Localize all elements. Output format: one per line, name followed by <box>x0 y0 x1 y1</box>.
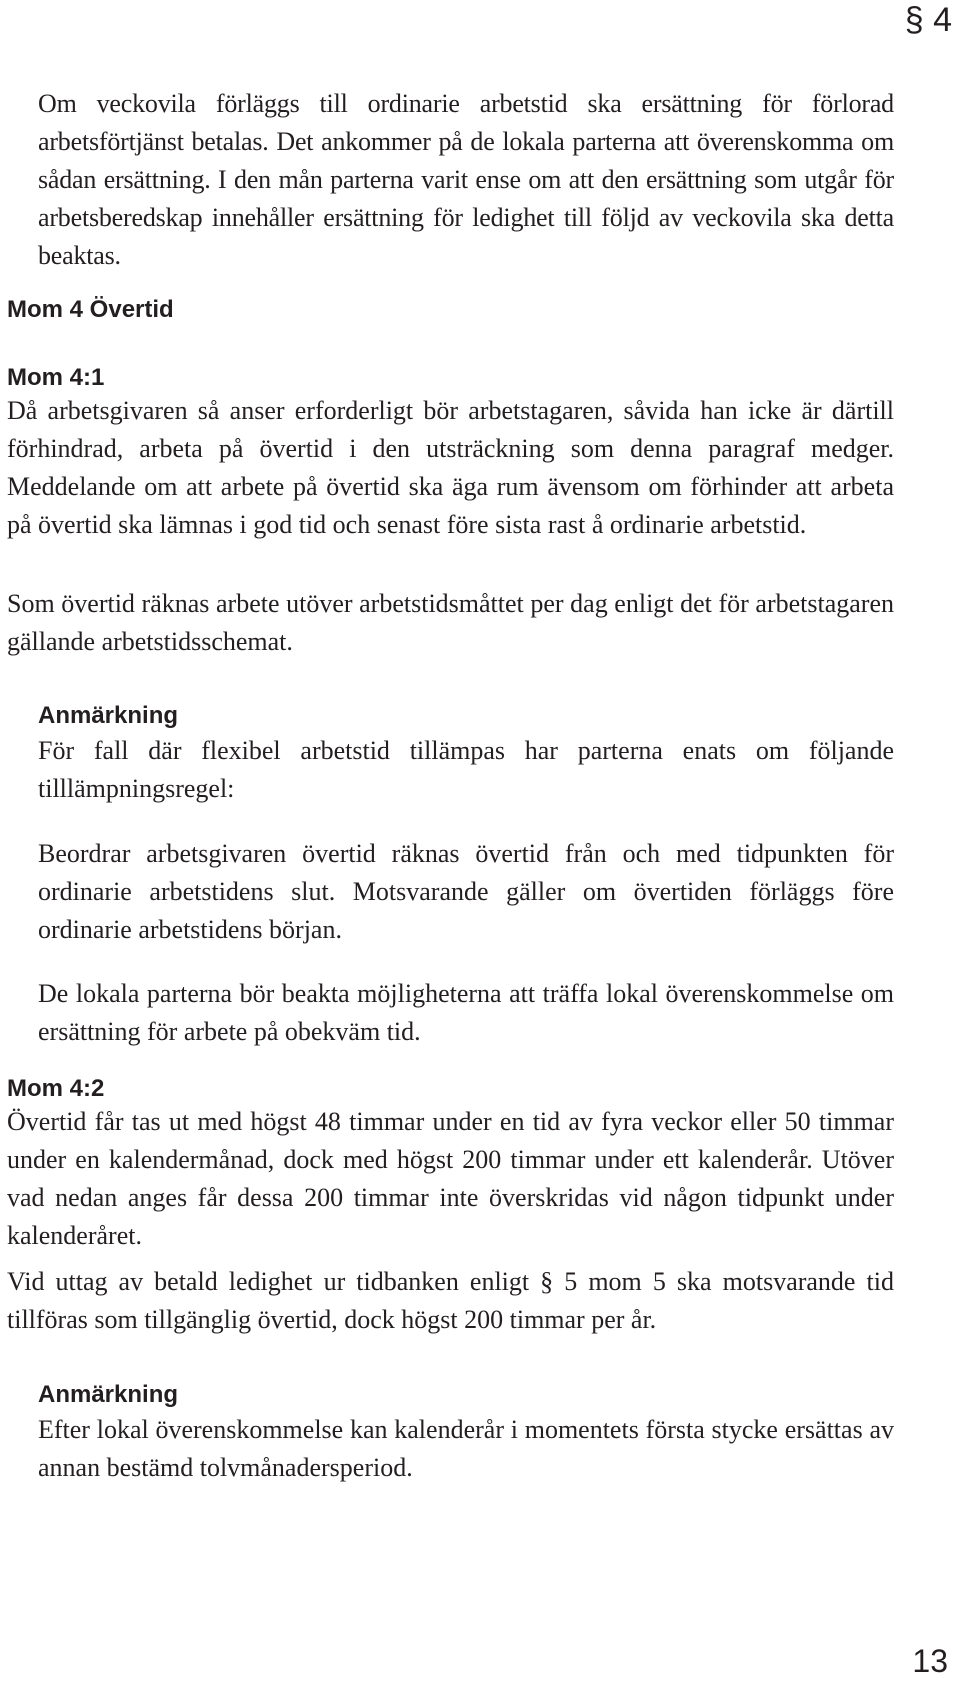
note-heading-mom41: Anmärkning <box>38 702 179 729</box>
mom42-paragraph-2: Vid uttag av betald ledighet ur tidbanken enligt § 5 mom 5 ska motsvarande tid tillföras som tillgänglig övertid, dock högst 200 timmar per år. <box>7 1267 894 1334</box>
section-number: § 4 <box>904 1 952 39</box>
mom41-paragraph-1: Då arbetsgivaren så anser erforderligt bör arbetstagaren, såvida han icke är därtill förhindrad, arbeta på övertid i den utsträckning som denna paragraf medger. Meddelande om att arbete på övertid ska äga rum ävensom om förhinder att arbeta på övertid ska lämnas i god tid och senast före sista rast å ordinarie arbetstid. <box>7 396 894 539</box>
intro-paragraph: Om veckovila förläggs till ordinarie arbetstid ska ersättning för förlorad arbetsförtjänst betalas. Det ankommer på de lokala parterna att överenskomma om sådan ersättning. I den mån parterna varit ense om att den ersättning som utgår för arbetsberedskap innehåller ersättning för ledighet till följd av veckovila ska detta beaktas. <box>38 89 894 270</box>
note-heading-mom42: Anmärkning <box>38 1381 179 1408</box>
note-mom41-paragraph-3: De lokala parterna bör beakta möjligheterna att träffa lokal överenskommelse om ersättning för arbete på obekväm tid. <box>38 979 894 1046</box>
note-mom41-paragraph-2: Beordrar arbetsgivaren övertid räknas övertid från och med tidpunkten för ordinarie arbetstidens slut. Motsvarande gäller om övertiden förläggs före ordinarie arbetstidens början. <box>38 839 894 944</box>
page-number: 13 <box>912 1643 948 1679</box>
mom41-paragraph-2: Som övertid räknas arbete utöver arbetstidsmåttet per dag enligt det för arbetstagaren gällande arbetstidsschemat. <box>7 589 894 656</box>
section-heading-mom4: Mom 4 Övertid <box>7 296 174 323</box>
subsection-heading-mom42: Mom 4:2 <box>7 1075 105 1102</box>
note-mom42-paragraph-1: Efter lokal överenskommelse kan kalenderår i momentets första stycke ersättas av annan bestämd tolvmånadersperiod. <box>38 1415 894 1482</box>
mom42-paragraph-1: Övertid får tas ut med högst 48 timmar under en tid av fyra veckor eller 50 timmar under en kalendermånad, dock med högst 200 timmar under ett kalenderår. Utöver vad nedan anges får dessa 200 timmar inte överskridas vid någon tidpunkt under kalenderåret. <box>7 1107 894 1250</box>
note-mom41-paragraph-1: För fall där flexibel arbetstid tillämpas har parterna enats om följande tilllämpningsregel: <box>38 736 894 803</box>
subsection-heading-mom41: Mom 4:1 <box>7 364 105 391</box>
